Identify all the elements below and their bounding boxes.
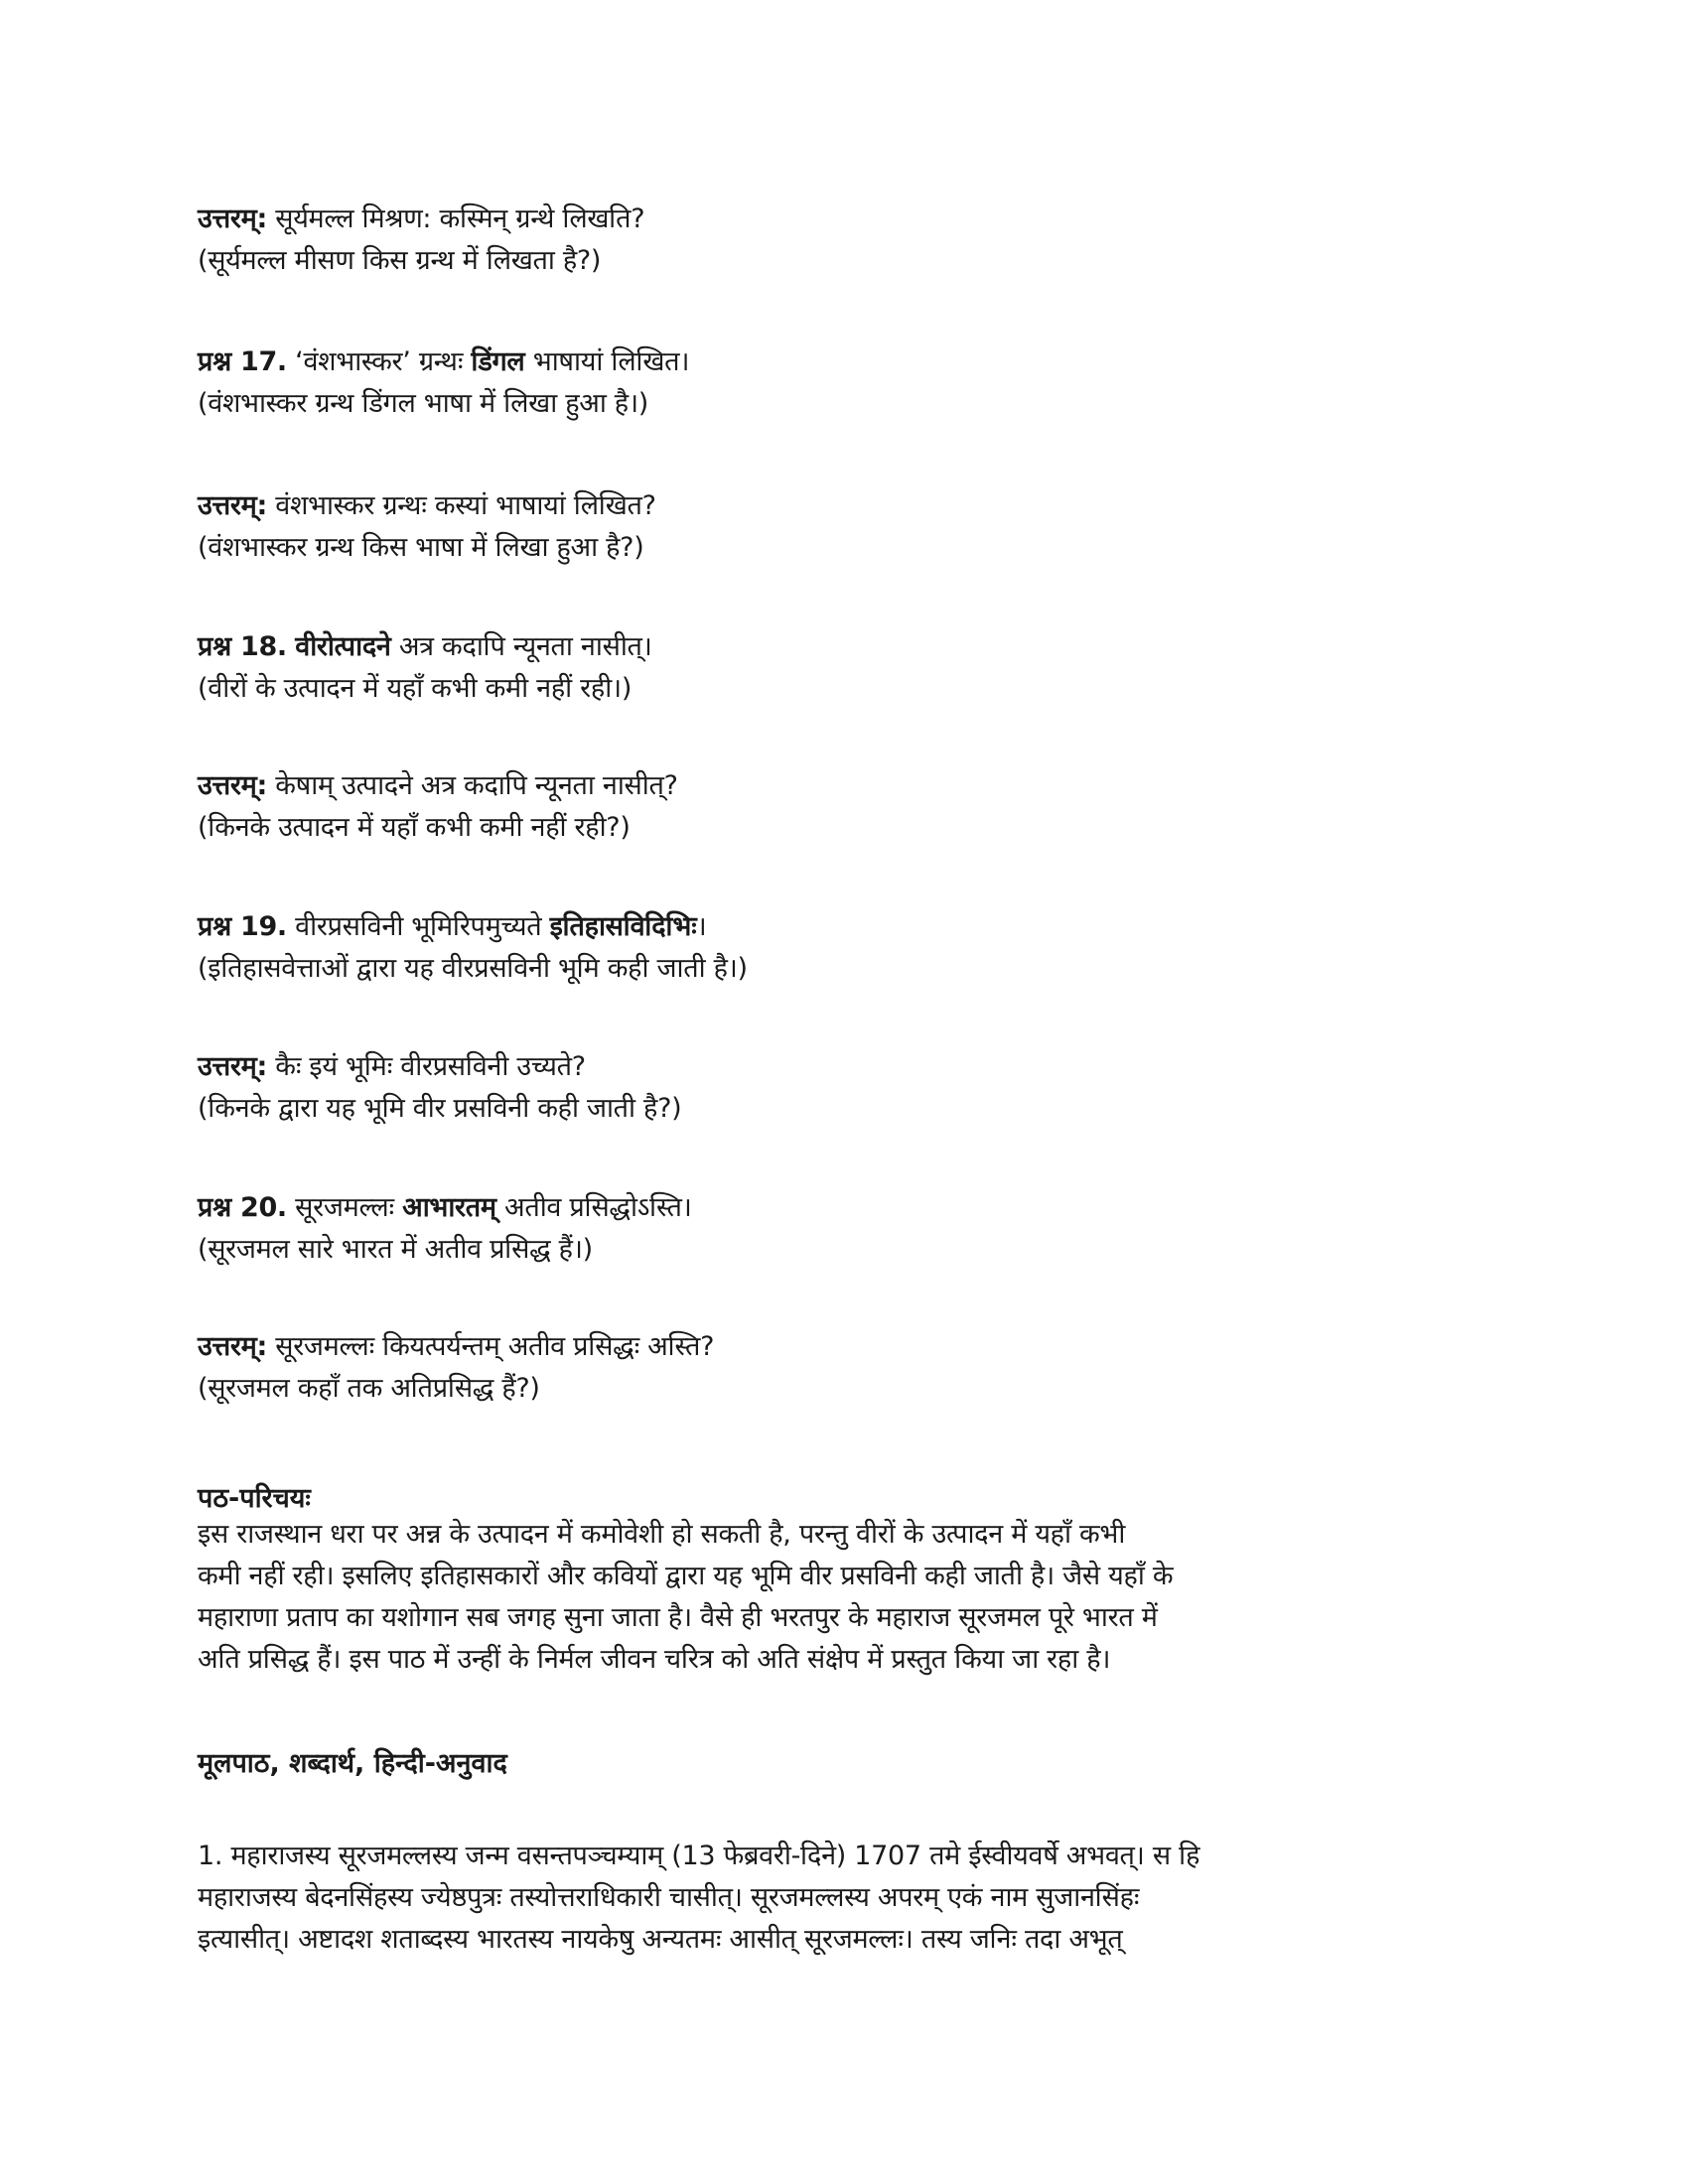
paragraph-line: इत्यासीत्। अष्टादश शताब्दस्य भारतस्य नायकेषु अन्यतमः आसीत् सूरजमल्लः। तस्य जनिः तदा अभूत् <box>198 1924 1123 1955</box>
text: वंशभास्कर ग्रन्थः कस्यां भाषायां लिखित? <box>266 490 656 521</box>
paragraph-line: कमी नहीं रही। इसलिए इतिहासकारों और कवियों द्वारा यह भूमि वीर प्रसविनी कही जाती है। जैसे यहाँ के <box>198 1561 1174 1591</box>
question-line <box>198 1046 586 1088</box>
paragraph-line: महाराजस्य बेदनसिंहस्य ज्येष्ठपुत्रः तस्योत्तराधिकारी चासीत्। सूरजमल्लस्य अपरम् एकं नाम सुजानसिंहः <box>198 1882 1140 1913</box>
text: भाषायां लिखित। <box>524 346 690 377</box>
translation-line: (वीरों के उत्पादन में यहाँ कभी कमी नहीं रही।) <box>198 673 633 704</box>
translation-line: (सूरजमल कहाँ तक अतिप्रसिद्ध हैं?) <box>198 1373 540 1404</box>
text: कैः इयं भूमिः वीरप्रसविनी उच्यते? <box>266 1051 586 1082</box>
label: प्रश्न 17. <box>198 346 287 377</box>
bold-term: वीरोत्पादने <box>295 631 391 662</box>
text: अत्र कदापि न्यूनता नासीत्। <box>390 631 652 662</box>
moolpath-paragraph <box>198 1836 1518 1961</box>
translation-line: (सूरजमल सारे भारत में अतीव प्रसिद्ध हैं।) <box>198 1234 593 1265</box>
paragraph-line: 1. महाराजस्य सूरजमल्लस्य जन्म वसन्तपञ्चम्याम् (13 फेब्रवरी-दिने) 1707 तमे ईस्वीयवर्षे अभवत्। स हि <box>198 1841 1200 1871</box>
intro-paragraph <box>198 1514 1518 1681</box>
label: उत्तरम्: <box>198 1051 267 1082</box>
paragraph-line: अति प्रसिद्ध हैं। इस पाठ में उन्हीं के निर्मल जीवन चरित्र को अति संक्षेप में प्रस्तुत किया जा रहा है। <box>198 1644 1111 1675</box>
question-line <box>198 626 652 668</box>
label: प्रश्न 18. <box>198 631 287 662</box>
bold-term: इतिहासविदिभिः <box>549 911 697 942</box>
label: प्रश्न 20. <box>198 1192 287 1223</box>
text: सूरजमल्लः <box>286 1192 403 1223</box>
translation-line: (किनके उत्पादन में यहाँ कभी कमी नहीं रही?) <box>198 812 631 843</box>
text: केषाम् उत्पादने अत्र कदापि न्यूनता नासीत्? <box>266 770 678 801</box>
bold-term: डिंगल <box>471 346 525 377</box>
text: अतीव प्रसिद्धोऽस्ति। <box>495 1192 692 1223</box>
paragraph-line: महाराणा प्रताप का यशोगान सब जगह सुना जाता है। वैसे ही भरतपुर के महाराज सूरजमल पूरे भारत में <box>198 1602 1158 1633</box>
translation-line: (वंशभास्कर ग्रन्थ किस भाषा में लिखा हुआ है?) <box>198 532 644 563</box>
label: उत्तरम्: <box>198 770 267 801</box>
question-line <box>198 341 689 383</box>
text: वीरप्रसविनी भूमिरिपमुच्यते <box>286 911 550 942</box>
translation-line: (इतिहासवेत्ताओं द्वारा यह वीरप्रसविनी भूमि कही जाती है।) <box>198 953 748 984</box>
moolpath-heading: मूलपाठ, शब्दार्थ, हिन्दी-अनुवाद <box>198 1748 507 1779</box>
text: सूर्यमल्ल मिश्रण: कस्मिन् ग्रन्थे लिखति? <box>266 204 645 234</box>
question-line <box>198 485 656 527</box>
label: उत्तरम्: <box>198 204 267 234</box>
text: ‘वंशभास्कर’ ग्रन्थः <box>286 346 472 377</box>
label: उत्तरम्: <box>198 1331 267 1362</box>
bold-term: आभारतम् <box>402 1192 496 1223</box>
paragraph-line: इस राजस्थान धरा पर अन्न के उत्पादन में कमोवेशी हो सकती है, परन्तु वीरों के उत्पादन में यहाँ कभी <box>198 1519 1126 1550</box>
intro-heading: पठ-परिचयः <box>198 1483 311 1514</box>
translation-line: (किनके द्वारा यह भूमि वीर प्रसविनी कही जाती है?) <box>198 1093 682 1124</box>
question-line <box>198 1326 714 1368</box>
text <box>287 631 295 662</box>
question-line <box>198 765 678 807</box>
question-line <box>198 199 644 240</box>
text: सूरजमल्लः कियत्पर्यन्तम् अतीव प्रसिद्धः अस्ति? <box>266 1331 715 1362</box>
question-line <box>198 1187 692 1229</box>
label: उत्तरम्: <box>198 490 267 521</box>
translation-line: (वंशभास्कर ग्रन्थ डिंगल भाषा में लिखा हुआ है।) <box>198 388 649 419</box>
text: । <box>696 911 707 942</box>
label: प्रश्न 19. <box>198 911 287 942</box>
translation-line: (सूर्यमल्ल मीसण किस ग्रन्थ में लिखता है?) <box>198 245 602 276</box>
question-line <box>198 906 706 948</box>
